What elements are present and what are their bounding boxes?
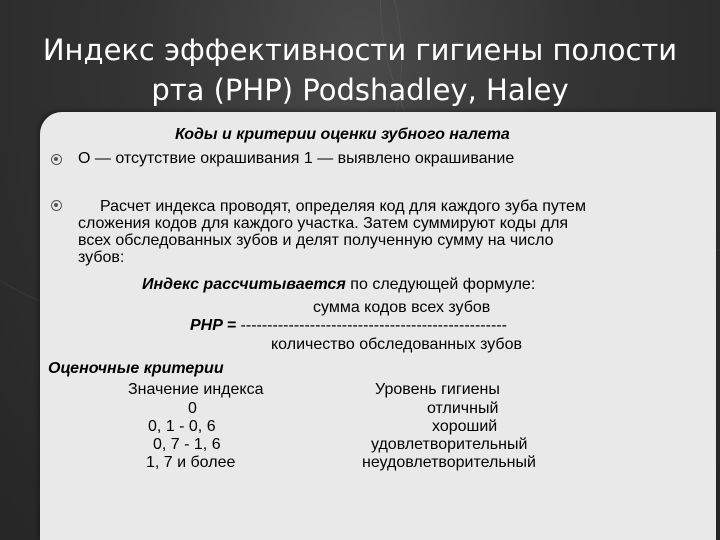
formula-numerator: сумма кодов всех зубов bbox=[313, 299, 491, 316]
formula-intro-rest: по следующей формуле: bbox=[345, 276, 536, 293]
calc-line-3: всех обследованных зубов и делят полученную сумму на число bbox=[78, 232, 554, 249]
title-line-2: рта (PHP) Podshadley, Haley bbox=[151, 73, 569, 107]
codes-heading: Коды и критерии оценки зубного налета bbox=[175, 126, 510, 143]
bullet-icon bbox=[51, 200, 62, 211]
bullet-icon bbox=[51, 154, 62, 165]
slide-title bbox=[0, 30, 720, 110]
formula-dashes: -------------------------------------------------- bbox=[236, 317, 507, 334]
criteria-index-value: 0, 7 - 1, 6 bbox=[153, 436, 221, 453]
content-panel bbox=[40, 112, 716, 540]
criteria-index-value: 0 bbox=[188, 400, 197, 417]
formula-intro-bold: Индекс рассчитывается bbox=[142, 276, 346, 293]
formula-intro bbox=[142, 276, 535, 293]
title-line-1: Индекс эффективности гигиены полости bbox=[42, 33, 678, 67]
formula-line bbox=[190, 317, 507, 334]
codes-line: О — отсутствие окрашивания 1 — выявлено окрашивание bbox=[78, 150, 515, 167]
calc-line-2: сложения кодов для каждого участка. Затем суммируют коды для bbox=[78, 215, 569, 232]
calc-line-1: Расчет индекса проводят, определяя код для каждого зуба путем bbox=[100, 198, 586, 215]
criteria-index-value: 0, 1 - 0, 6 bbox=[148, 418, 216, 435]
criteria-level-value: неудовлетворительный bbox=[362, 454, 536, 471]
criteria-level-value: удовлетворительный bbox=[371, 436, 528, 453]
criteria-col-level: Уровень гигиены bbox=[375, 381, 500, 398]
calc-line-4: зубов: bbox=[78, 249, 125, 266]
criteria-index-value: 1, 7 и более bbox=[146, 454, 236, 471]
criteria-col-index: Значение индекса bbox=[128, 381, 264, 398]
formula-lhs: PHP = bbox=[190, 317, 237, 334]
formula-denominator: количество обследованных зубов bbox=[271, 336, 522, 353]
criteria-heading: Оценочные критерии bbox=[48, 360, 224, 377]
criteria-level-value: отличный bbox=[427, 400, 499, 417]
criteria-level-value: хороший bbox=[432, 418, 498, 435]
